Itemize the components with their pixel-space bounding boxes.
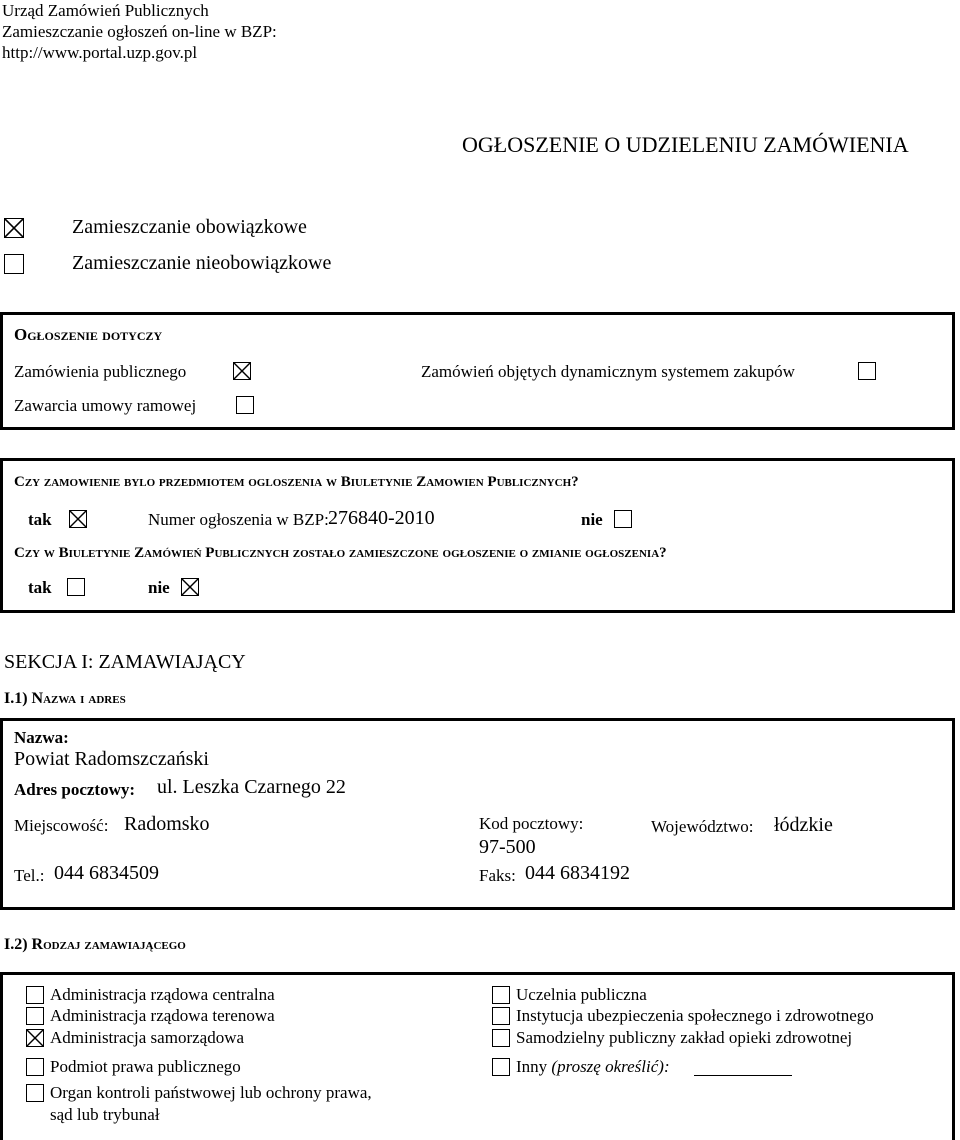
q1-yes-label: tak	[28, 510, 52, 529]
tel-value: 044 6834509	[54, 862, 159, 884]
type-health-label: Samodzielny publiczny zakład opieki zdrowotnej	[516, 1028, 853, 1047]
postcode-value: 97-500	[479, 836, 536, 858]
city-value: Radomsko	[124, 813, 210, 835]
q1-yes-checkbox[interactable]	[69, 510, 87, 528]
checkmark-x-icon	[182, 579, 198, 595]
type-control-organ-label: Organ kontroli państwowej lub ochrony prawa,	[50, 1083, 372, 1102]
type-university-checkbox[interactable]	[492, 986, 510, 1004]
type-other-label	[516, 1057, 670, 1077]
q1-no-checkbox[interactable]	[614, 510, 632, 528]
type-central-checkbox[interactable]	[26, 986, 44, 1004]
checkmark-x-icon	[234, 363, 250, 379]
concerns-heading: Ogłoszenie dotyczy	[14, 325, 163, 344]
bulletin-question-1: Czy zamowienie bylo przedmiotem ogloszenia w Biuletynie Zamowien Publicznych?	[14, 474, 579, 490]
header-line-1: Urząd Zamówień Publicznych	[2, 1, 209, 20]
address-value: ul. Leszka Czarnego 22	[157, 776, 346, 798]
type-control-organ-checkbox[interactable]	[26, 1084, 44, 1102]
q2-yes-label: tak	[28, 578, 52, 597]
type-public-law-label: Podmiot prawa publicznego	[50, 1057, 241, 1076]
q2-no-checkbox[interactable]	[181, 578, 199, 596]
section-1-1-title: I.1) Nazwa i adres	[4, 690, 126, 707]
voivodeship-label: Województwo:	[651, 817, 754, 836]
section-1-title: SEKCJA I: ZAMAWIAJĄCY	[4, 651, 246, 673]
type-self-govt-checkbox[interactable]	[26, 1029, 44, 1047]
header-url[interactable]: http://www.portal.uzp.gov.pl	[2, 43, 198, 62]
page-title: OGŁOSZENIE O UDZIELENIU ZAMÓWIENIA	[462, 132, 909, 157]
type-health-checkbox[interactable]	[492, 1029, 510, 1047]
public-order-checkbox[interactable]	[233, 362, 251, 380]
tel-label: Tel.:	[14, 866, 45, 885]
optional-label: Zamieszczanie nieobowiązkowe	[72, 252, 332, 274]
dynamic-checkbox[interactable]	[858, 362, 876, 380]
city-label: Miejscowość:	[14, 816, 109, 835]
optional-checkbox[interactable]	[4, 254, 24, 274]
type-insurance-checkbox[interactable]	[492, 1007, 510, 1025]
mandatory-label: Zamieszczanie obowiązkowe	[72, 216, 307, 238]
framework-checkbox[interactable]	[236, 396, 254, 414]
checkmark-x-icon	[70, 511, 86, 527]
notice-number-label: Numer ogłoszenia w BZP:	[148, 510, 329, 529]
public-order-label: Zamówienia publicznego	[14, 362, 187, 381]
notice-number-value: 276840-2010	[328, 507, 435, 529]
type-other-specify: (proszę określić):	[551, 1057, 670, 1076]
type-local-govt-checkbox[interactable]	[26, 1007, 44, 1025]
bulletin-question-2: Czy w Biuletynie Zamówień Publicznych zostało zamieszczone ogłoszenie o zmianie ogłoszenia?	[14, 545, 667, 561]
checkmark-x-icon	[5, 219, 23, 237]
mandatory-checkbox[interactable]	[4, 218, 24, 238]
dynamic-label: Zamówień objętych dynamicznym systemem zakupów	[421, 362, 795, 381]
name-label: Nazwa:	[14, 728, 69, 747]
section-1-2-title: I.2) Rodzaj zamawiającego	[4, 936, 186, 953]
voivodeship-value: łódzkie	[774, 814, 833, 836]
framework-label: Zawarcia umowy ramowej	[14, 396, 197, 415]
q1-no-label: nie	[581, 510, 603, 529]
type-university-label: Uczelnia publiczna	[516, 985, 647, 1004]
type-public-law-checkbox[interactable]	[26, 1058, 44, 1076]
type-self-govt-label: Administracja samorządowa	[50, 1028, 245, 1047]
header-line-2: Zamieszczanie ogłoszeń on-line w BZP:	[2, 22, 277, 41]
type-other-text: Inny	[516, 1057, 548, 1076]
type-other-input-line[interactable]	[694, 1075, 792, 1076]
q2-no-label: nie	[148, 578, 170, 597]
type-other-checkbox[interactable]	[492, 1058, 510, 1076]
type-central-label: Administracja rządowa centralna	[50, 985, 275, 1004]
name-value: Powiat Radomszczański	[14, 748, 209, 770]
postcode-label: Kod pocztowy:	[479, 814, 584, 833]
type-local-govt-label: Administracja rządowa terenowa	[50, 1006, 275, 1025]
type-control-organ-label-2: sąd lub trybunał	[50, 1105, 160, 1124]
fax-label: Faks:	[479, 866, 516, 885]
address-label: Adres pocztowy:	[14, 780, 136, 799]
type-insurance-label: Instytucja ubezpieczenia społecznego i zdrowotnego	[516, 1006, 874, 1025]
checkmark-x-icon	[27, 1030, 43, 1046]
fax-value: 044 6834192	[525, 862, 630, 884]
q2-yes-checkbox[interactable]	[67, 578, 85, 596]
